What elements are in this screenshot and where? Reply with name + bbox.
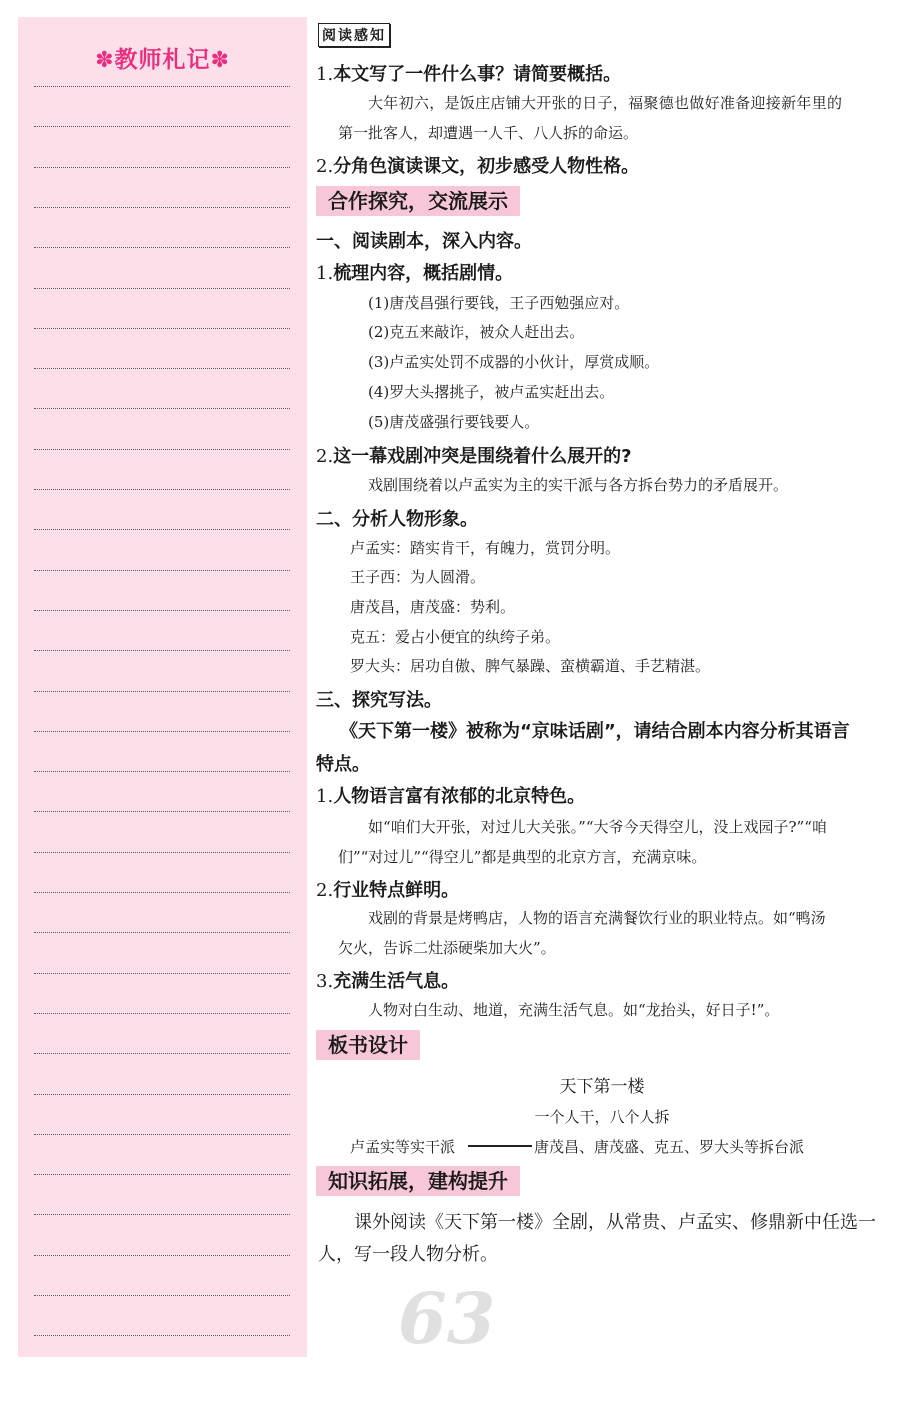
question-number: 2. bbox=[316, 156, 334, 177]
point-1-answer-line-1: 如“咱们大开张，对过儿大关张。”“大爷今天得空儿，没上戏园子?”“咱 bbox=[368, 818, 827, 836]
note-line bbox=[34, 126, 290, 127]
board-right-group: 唐茂昌、唐茂盛、克五、罗大头等拆台派 bbox=[534, 1138, 805, 1156]
plot-item: (4)罗大头撂挑子，被卢孟实赶出去。 bbox=[368, 383, 615, 401]
answer-conflict: 戏剧围绕着以卢孟实为主的实干派与各方拆台势力的矛盾展开。 bbox=[368, 476, 789, 494]
notes-title bbox=[18, 41, 307, 74]
question-text: 本文写了一件什么事？请简要概括。 bbox=[333, 64, 622, 85]
writing-intro-line-1: 《天下第一楼》被称为“京味话剧”，请结合剧本内容分析其语言 bbox=[340, 721, 850, 742]
writing-intro-line-2: 特点。 bbox=[316, 754, 370, 775]
point-text: 人物语言富有浓郁的北京特色。 bbox=[333, 786, 586, 807]
point-text: 行业特点鲜明。 bbox=[333, 880, 460, 901]
note-line bbox=[34, 167, 290, 168]
note-line bbox=[34, 811, 290, 812]
heading-read-script: 一、阅读剧本，深入内容。 bbox=[316, 231, 532, 252]
note-line bbox=[34, 368, 290, 369]
flower-icon: ✽ bbox=[95, 48, 115, 73]
note-line bbox=[34, 650, 290, 651]
note-line bbox=[34, 529, 290, 530]
plot-item: (2)克五来敲诈，被众人赶出去。 bbox=[368, 323, 585, 341]
note-line bbox=[34, 1214, 290, 1215]
point-2-answer-line-2: 欠火，告诉二灶添硬柴加大火”。 bbox=[338, 939, 556, 957]
question-number: 1. bbox=[316, 263, 334, 284]
board-subtitle: 一个人干，八个人拆 bbox=[534, 1108, 670, 1126]
note-line bbox=[34, 1174, 290, 1175]
point-3 bbox=[316, 967, 459, 993]
point-2 bbox=[316, 876, 459, 902]
note-line bbox=[34, 1053, 290, 1054]
page-number: 63 bbox=[398, 1277, 496, 1360]
character-item: 罗大头：居功自傲、脾气暴躁、蛮横霸道、手艺精湛。 bbox=[350, 657, 711, 675]
flower-icon: ✽ bbox=[210, 48, 230, 73]
point-number: 2. bbox=[316, 880, 334, 901]
question-1 bbox=[316, 60, 621, 86]
point-number: 1. bbox=[316, 786, 334, 807]
answer-1-line-2: 第一批客人，却遭遇一人千、八人拆的命运。 bbox=[338, 124, 639, 142]
point-number: 3. bbox=[316, 971, 334, 992]
plot-item: (5)唐茂盛强行要钱要人。 bbox=[368, 413, 540, 431]
point-1 bbox=[316, 782, 585, 808]
point-2-answer-line-1: 戏剧的背景是烤鸭店，人物的语言充满餐饮行业的职业特点。如“鸭汤 bbox=[368, 909, 826, 927]
teacher-notes-panel bbox=[18, 17, 307, 1357]
note-line bbox=[34, 1295, 290, 1296]
note-line bbox=[34, 1335, 290, 1336]
question-2 bbox=[316, 152, 639, 178]
note-line bbox=[34, 1013, 290, 1014]
point-text: 充满生活气息。 bbox=[333, 971, 460, 992]
character-item: 克五：爱占小便宜的纨绔子弟。 bbox=[350, 628, 561, 646]
section-banner-board: 板书设计 bbox=[316, 1030, 420, 1060]
answer-1-line-1: 大年初六，是饭庄店铺大开张的日子，福聚德也做好准备迎接新年里的 bbox=[368, 94, 843, 112]
note-line bbox=[34, 489, 290, 490]
note-line bbox=[34, 449, 290, 450]
heading-characters: 二、分析人物形象。 bbox=[316, 509, 478, 530]
question-text: 分角色演读课文，初步感受人物性格。 bbox=[333, 156, 640, 177]
board-connector-line bbox=[468, 1145, 532, 1147]
reading-tag: 阅读感知 bbox=[318, 23, 390, 47]
note-line bbox=[34, 731, 290, 732]
note-line bbox=[34, 1255, 290, 1256]
point-3-answer: 人物对白生动、地道，充满生活气息。如“龙抬头，好日子!”。 bbox=[368, 1001, 780, 1019]
note-line bbox=[34, 932, 290, 933]
note-line bbox=[34, 570, 290, 571]
note-line bbox=[34, 892, 290, 893]
note-line bbox=[34, 86, 290, 87]
note-line bbox=[34, 1094, 290, 1095]
note-line bbox=[34, 691, 290, 692]
note-line bbox=[34, 408, 290, 409]
section-banner-explore: 合作探究，交流展示 bbox=[316, 186, 520, 216]
note-line bbox=[34, 610, 290, 611]
extend-line-1: 课外阅读《天下第一楼》全剧，从常贵、卢孟实、修鼎新中任选一 bbox=[354, 1212, 876, 1233]
notes-title-text: 教师札记 bbox=[114, 47, 211, 73]
section-banner-extend: 知识拓展，建构提升 bbox=[316, 1166, 520, 1196]
point-1-answer-line-2: 们”“对过儿”“得空儿”都是典型的北京方言，充满京味。 bbox=[338, 848, 707, 866]
note-line bbox=[34, 1134, 290, 1135]
note-line bbox=[34, 771, 290, 772]
question-text: 梳理内容，概括剧情。 bbox=[333, 263, 514, 284]
question-text: 这一幕戏剧冲突是围绕着什么展开的? bbox=[333, 446, 632, 467]
character-item: 王子西：为人圆滑。 bbox=[350, 568, 486, 586]
plot-item: (3)卢孟实处罚不成器的小伙计，厚赏成顺。 bbox=[368, 353, 660, 371]
note-line bbox=[34, 207, 290, 208]
note-line bbox=[34, 852, 290, 853]
question-number: 1. bbox=[316, 64, 334, 85]
plot-item: (1)唐茂昌强行要钱，王子西勉强应对。 bbox=[368, 294, 630, 312]
extend-line-2: 人，写一段人物分析。 bbox=[318, 1244, 498, 1265]
question-number: 2. bbox=[316, 446, 334, 467]
heading-writing: 三、探究写法。 bbox=[316, 690, 442, 711]
note-line bbox=[34, 973, 290, 974]
character-item: 唐茂昌，唐茂盛：势利。 bbox=[350, 598, 516, 616]
note-line bbox=[34, 247, 290, 248]
question-conflict bbox=[316, 442, 632, 468]
note-line bbox=[34, 328, 290, 329]
note-line bbox=[34, 288, 290, 289]
question-plot bbox=[316, 259, 513, 285]
board-title: 天下第一楼 bbox=[559, 1077, 645, 1097]
board-left-group: 卢孟实等实干派 bbox=[350, 1138, 456, 1156]
character-item: 卢孟实：踏实肯干，有魄力，赏罚分明。 bbox=[350, 539, 621, 557]
